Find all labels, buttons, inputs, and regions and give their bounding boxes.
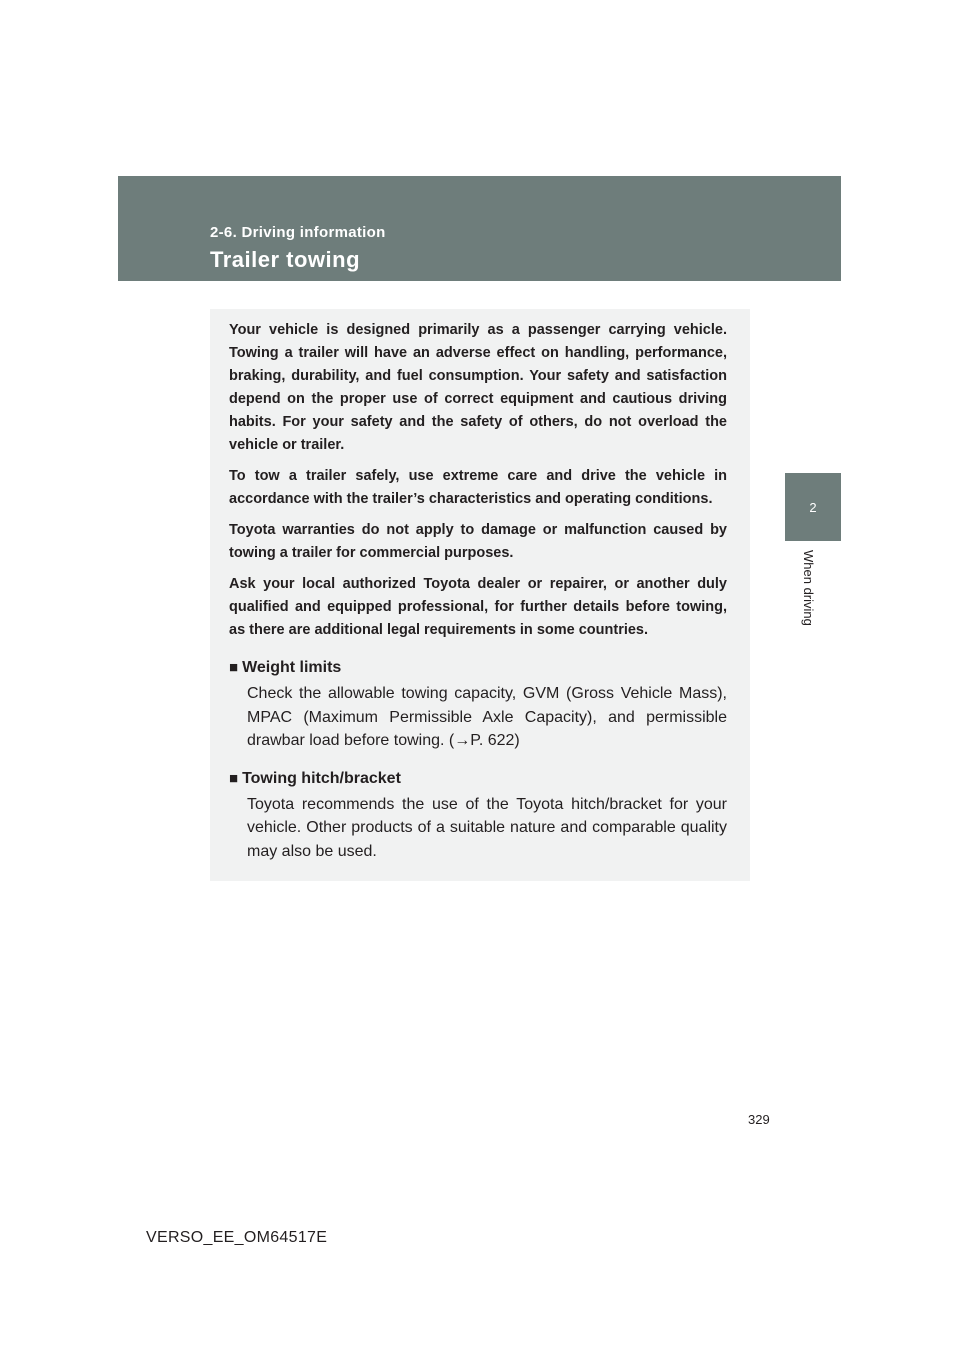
- chapter-tab[interactable]: [785, 473, 841, 541]
- intro-text: [229, 319, 727, 642]
- section-body: Check the allowable towing capacity, GVM (Gross Vehicle Mass), MPAC (Maximum Permissible Axle Capacity), and permissible drawbar load before towing. (→P. 622): [247, 685, 727, 749]
- intro-paragraph: To tow a trailer safely, use extreme care and drive the vehicle in accordance with the trailer’s characteristics and operating conditions.: [229, 468, 727, 507]
- square-bullet-icon: ■: [229, 769, 239, 787]
- square-bullet-icon: ■: [229, 659, 239, 676]
- intro-paragraph: Toyota warranties do not apply to damage or malfunction caused by towing a trailer for commercial purposes.: [229, 522, 727, 561]
- chapter-number: 2: [809, 499, 817, 515]
- content-box: [210, 309, 750, 881]
- section-towing-hitch: [229, 767, 727, 864]
- section-body: Toyota recommends the use of the Toyota hitch/bracket for your vehicle. Other products of a suitable nature and comparable quality may also be used.: [247, 795, 727, 860]
- section-heading: [229, 767, 727, 791]
- header-band: [118, 176, 841, 281]
- section-heading-text: Towing hitch/bracket: [242, 769, 401, 787]
- chapter-label: When driving: [801, 550, 816, 626]
- intro-paragraph: Ask your local authorized Toyota dealer or repairer, or another duly qualified and equipped professional, for further details before towing, as there are additional legal requirements in some countries.: [229, 576, 727, 638]
- document-code: VERSO_EE_OM64517E: [146, 1229, 328, 1246]
- intro-paragraph: Your vehicle is designed primarily as a passenger carrying vehicle. Towing a trailer will have an adverse effect on handling, performance, braking, durability, and fuel consumption. Your safety and satisfaction depend on the proper use of correct equipment and cautious driving habits. For your safety and the safety of others, do not overload the vehicle or trailer.: [229, 322, 727, 453]
- section-weight-limits: [229, 656, 727, 753]
- page-number: 329: [748, 1112, 770, 1127]
- section-heading-text: Weight limits: [242, 659, 342, 676]
- page-title: Trailer towing: [210, 247, 361, 272]
- section-label: 2-6. Driving information: [210, 224, 386, 241]
- section-heading: [229, 656, 727, 680]
